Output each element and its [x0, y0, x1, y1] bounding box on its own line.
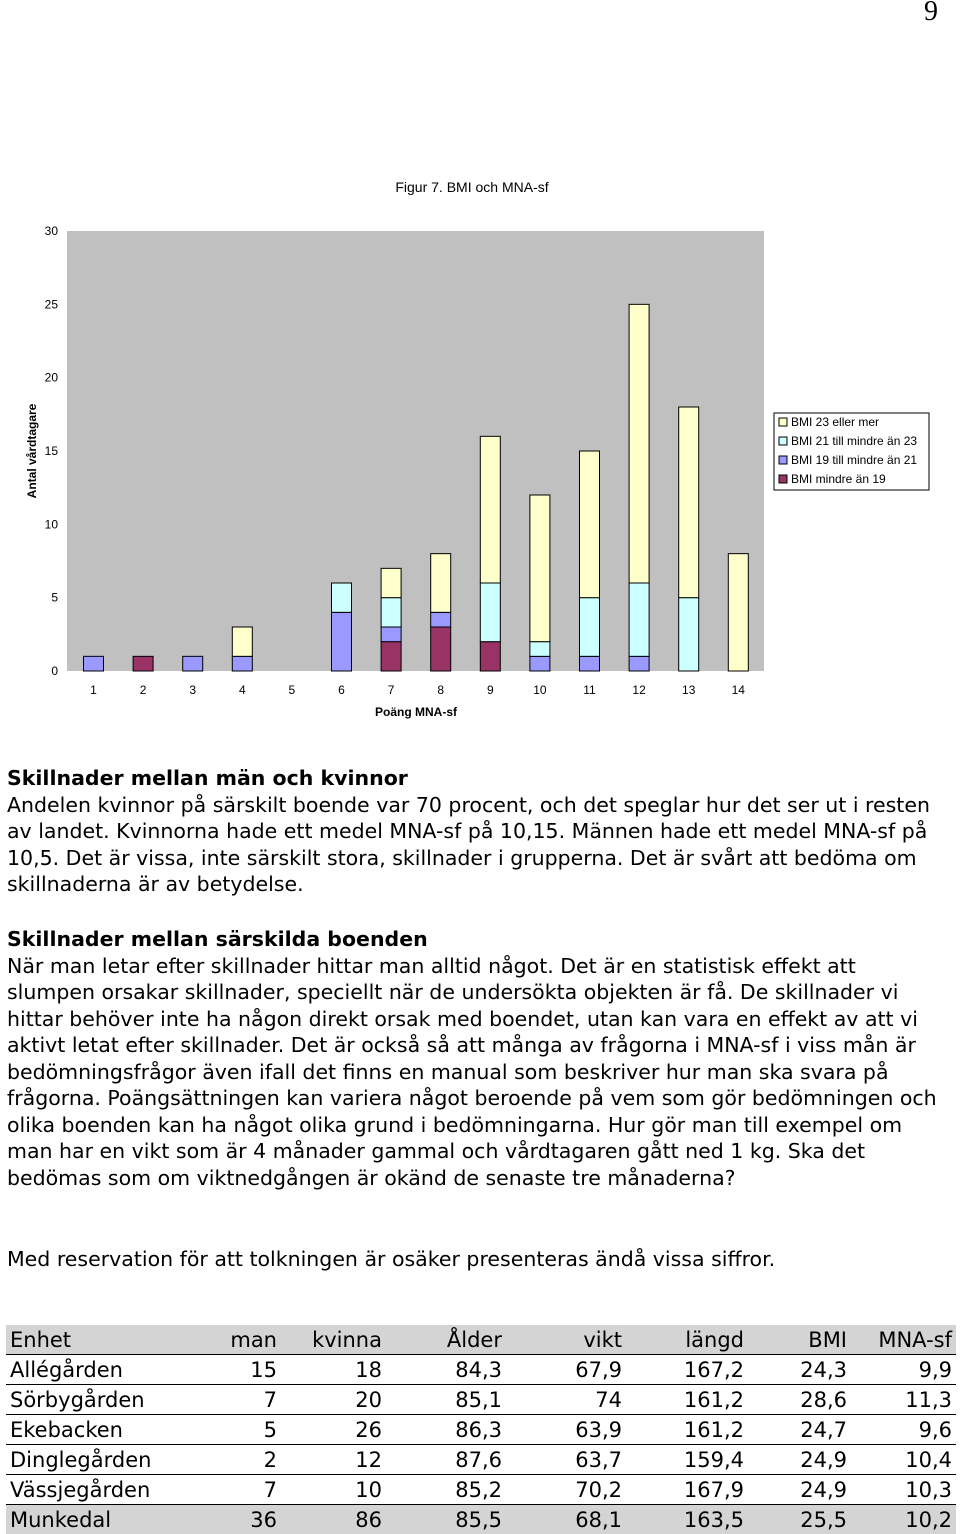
table-row — [6, 1385, 956, 1415]
section2-body: När man letar efter skillnader hittar man alltid något. Det är en statistisk effekt att slumpen orsakar skillnader, speciellt när de undersökta objekten är få. De skillnader vi hittar behöver inte ha någon direkt orsak med boendet, utan kan vara en effekt av att vi aktivt letat efter skillnader. Det är också så att många av frågorna i MNA-sf i viss mån är bedömningsfrågor även ifall det finns en manual som beskriver hur man ska svara på frågorna. Poängsättningen kan variera något beroende på vem som gör bedömningen och olika boenden kan ha något olika grund i bedömningarna. Hur gör man till exempel om man har en vikt som är 4 månader gammal och vårdtagaren gått ned 1 kg. Ska det bedömas som om viktnedgången är okänd de senaste tre månaderna? — [7, 953, 947, 1192]
y-tick-0: 0 — [51, 664, 58, 678]
table-cell: Allégården — [6, 1355, 176, 1385]
table-cell: 159,4 — [626, 1445, 748, 1475]
table-cell: Ekebacken — [6, 1415, 176, 1445]
table-cell: 63,9 — [506, 1415, 626, 1445]
y-tick-10: 10 — [45, 517, 59, 531]
table-cell: 10,4 — [851, 1445, 956, 1475]
table-cell: 10 — [281, 1475, 386, 1505]
table-cell: 9,9 — [851, 1355, 956, 1385]
y-tick-labels — [45, 224, 59, 678]
x-tick-8: 8 — [437, 683, 444, 697]
table-cell: Ålder — [386, 1325, 506, 1355]
section1-heading: Skillnader mellan män och kvinnor — [7, 765, 947, 792]
section1-body: Andelen kvinnor på särskilt boende var 70 procent, och det speglar hur det ser ut i resten av landet. Kvinnorna hade ett medel MNA-sf på 10,15. Männen hade ett medel MNA-sf på 10,5. Det är vissa, inte särskilt stora, skillnader i grupperna. Det är svårt att bedöma om skillnaderna är av betydelse. — [7, 792, 947, 898]
legend-label-1: BMI 23 eller mer — [791, 415, 879, 429]
table-cell: 11,3 — [851, 1385, 956, 1415]
bar-segment-4-series-2 — [232, 656, 252, 671]
x-tick-4: 4 — [239, 683, 246, 697]
legend-swatch-2 — [779, 437, 787, 445]
table-cell: 2 — [176, 1445, 281, 1475]
table-cell: 7 — [176, 1385, 281, 1415]
table-cell: 7 — [176, 1475, 281, 1505]
table-header-row — [6, 1325, 956, 1355]
note-text: Med reservation för att tolkningen är osäker presenteras ändå vissa siffror. — [7, 1246, 947, 1273]
table-cell: Munkedal — [6, 1505, 176, 1534]
table-cell: 10,3 — [851, 1475, 956, 1505]
table-cell: 86 — [281, 1505, 386, 1534]
table-cell: 85,1 — [386, 1385, 506, 1415]
table-cell: 74 — [506, 1385, 626, 1415]
legend-label-4: BMI mindre än 19 — [791, 472, 886, 486]
x-tick-12: 12 — [632, 683, 646, 697]
bar-segment-12-series-4 — [629, 304, 649, 583]
table-cell: 87,6 — [386, 1445, 506, 1475]
plot-area — [67, 231, 764, 671]
reservation-note — [7, 1246, 947, 1273]
x-tick-2: 2 — [140, 683, 147, 697]
bmi-mna-chart — [0, 160, 960, 720]
table-row — [6, 1475, 956, 1505]
table-cell: längd — [626, 1325, 748, 1355]
table-cell: 68,1 — [506, 1505, 626, 1534]
table-cell: vikt — [506, 1325, 626, 1355]
bar-segment-1-series-2 — [84, 656, 104, 671]
x-tick-7: 7 — [388, 683, 395, 697]
section2-heading: Skillnader mellan särskilda boenden — [7, 926, 947, 953]
units-table — [6, 1325, 956, 1534]
bar-segment-8-series-1 — [431, 627, 451, 671]
bar-segment-11-series-3 — [580, 598, 600, 657]
legend-label-2: BMI 21 till mindre än 23 — [791, 434, 917, 448]
table-cell: 26 — [281, 1415, 386, 1445]
legend-swatch-1 — [779, 418, 787, 426]
bar-segment-7-series-3 — [381, 598, 401, 627]
bar-segment-9-series-4 — [480, 436, 500, 583]
table-cell: Enhet — [6, 1325, 176, 1355]
legend-swatch-4 — [779, 475, 787, 483]
bar-segment-7-series-2 — [381, 627, 401, 642]
x-tick-6: 6 — [338, 683, 345, 697]
table-cell: 24,9 — [748, 1445, 851, 1475]
table-cell: 161,2 — [626, 1385, 748, 1415]
table-cell: 24,9 — [748, 1475, 851, 1505]
table-row — [6, 1445, 956, 1475]
table-cell: kvinna — [281, 1325, 386, 1355]
chart-legend — [774, 413, 929, 490]
bar-segment-4-series-4 — [232, 627, 252, 656]
bar-segment-8-series-4 — [431, 554, 451, 613]
bar-segment-3-series-2 — [183, 656, 203, 671]
table-cell: 84,3 — [386, 1355, 506, 1385]
table-cell: MNA-sf — [851, 1325, 956, 1355]
table-cell: 24,3 — [748, 1355, 851, 1385]
y-tick-30: 30 — [45, 224, 59, 238]
table-cell: 25,5 — [748, 1505, 851, 1534]
bar-segment-7-series-4 — [381, 568, 401, 597]
page-number: 9 — [924, 0, 938, 28]
bar-segment-10-series-4 — [530, 495, 550, 642]
x-axis-label: Poäng MNA-sf — [375, 705, 458, 719]
table-cell: Vässjegården — [6, 1475, 176, 1505]
table-cell: 161,2 — [626, 1415, 748, 1445]
bar-segment-14-series-4 — [728, 554, 748, 671]
table-row — [6, 1355, 956, 1385]
bar-segment-11-series-4 — [580, 451, 600, 598]
bar-segment-6-series-3 — [332, 583, 352, 612]
table-cell: 163,5 — [626, 1505, 748, 1534]
chart-title: Figur 7. BMI och MNA-sf — [395, 179, 548, 195]
table-cell: 18 — [281, 1355, 386, 1385]
bar-segment-8-series-2 — [431, 612, 451, 627]
table-cell: 36 — [176, 1505, 281, 1534]
table-cell: 28,6 — [748, 1385, 851, 1415]
table-cell: Sörbygården — [6, 1385, 176, 1415]
table-cell: 85,2 — [386, 1475, 506, 1505]
table-row — [6, 1415, 956, 1445]
table-cell: 167,9 — [626, 1475, 748, 1505]
table-cell: 12 — [281, 1445, 386, 1475]
table-cell: 85,5 — [386, 1505, 506, 1534]
bar-segment-9-series-3 — [480, 583, 500, 642]
table-cell: 15 — [176, 1355, 281, 1385]
bar-segment-11-series-2 — [580, 656, 600, 671]
table-cell: 24,7 — [748, 1415, 851, 1445]
table-cell: 10,2 — [851, 1505, 956, 1534]
y-tick-5: 5 — [51, 591, 58, 605]
legend-label-3: BMI 19 till mindre än 21 — [791, 453, 917, 467]
x-tick-10: 10 — [533, 683, 547, 697]
y-tick-15: 15 — [45, 444, 59, 458]
bar-segment-2-series-1 — [133, 656, 153, 671]
x-tick-14: 14 — [732, 683, 746, 697]
x-tick-3: 3 — [189, 683, 196, 697]
table-cell: 70,2 — [506, 1475, 626, 1505]
x-tick-labels — [90, 683, 745, 697]
table-cell: man — [176, 1325, 281, 1355]
bar-segment-12-series-2 — [629, 656, 649, 671]
table-cell: 86,3 — [386, 1415, 506, 1445]
bar-segment-7-series-1 — [381, 642, 401, 671]
table-cell: 5 — [176, 1415, 281, 1445]
legend-swatch-3 — [779, 456, 787, 464]
table-cell: BMI — [748, 1325, 851, 1355]
table-cell: Dinglegården — [6, 1445, 176, 1475]
table-cell: 9,6 — [851, 1415, 956, 1445]
y-tick-20: 20 — [45, 371, 59, 385]
x-tick-5: 5 — [289, 683, 296, 697]
table-cell: 67,9 — [506, 1355, 626, 1385]
x-tick-1: 1 — [90, 683, 97, 697]
bar-segment-9-series-1 — [480, 642, 500, 671]
bar-segment-13-series-3 — [679, 598, 699, 671]
y-axis-label: Antal vårdtagare — [25, 403, 39, 498]
table-total-row — [6, 1505, 956, 1534]
x-tick-11: 11 — [583, 683, 596, 697]
bar-segment-10-series-3 — [530, 642, 550, 657]
x-tick-9: 9 — [487, 683, 494, 697]
section-housing-differences — [7, 926, 947, 1191]
x-tick-13: 13 — [682, 683, 696, 697]
bar-segment-13-series-4 — [679, 407, 699, 598]
bar-segment-6-series-2 — [332, 612, 352, 671]
table-cell: 63,7 — [506, 1445, 626, 1475]
bar-segment-12-series-3 — [629, 583, 649, 656]
table-cell: 20 — [281, 1385, 386, 1415]
bar-segment-10-series-2 — [530, 656, 550, 671]
section-gender-differences — [7, 765, 947, 898]
chart-svg — [0, 160, 960, 720]
table-cell: 167,2 — [626, 1355, 748, 1385]
y-tick-25: 25 — [45, 297, 59, 311]
